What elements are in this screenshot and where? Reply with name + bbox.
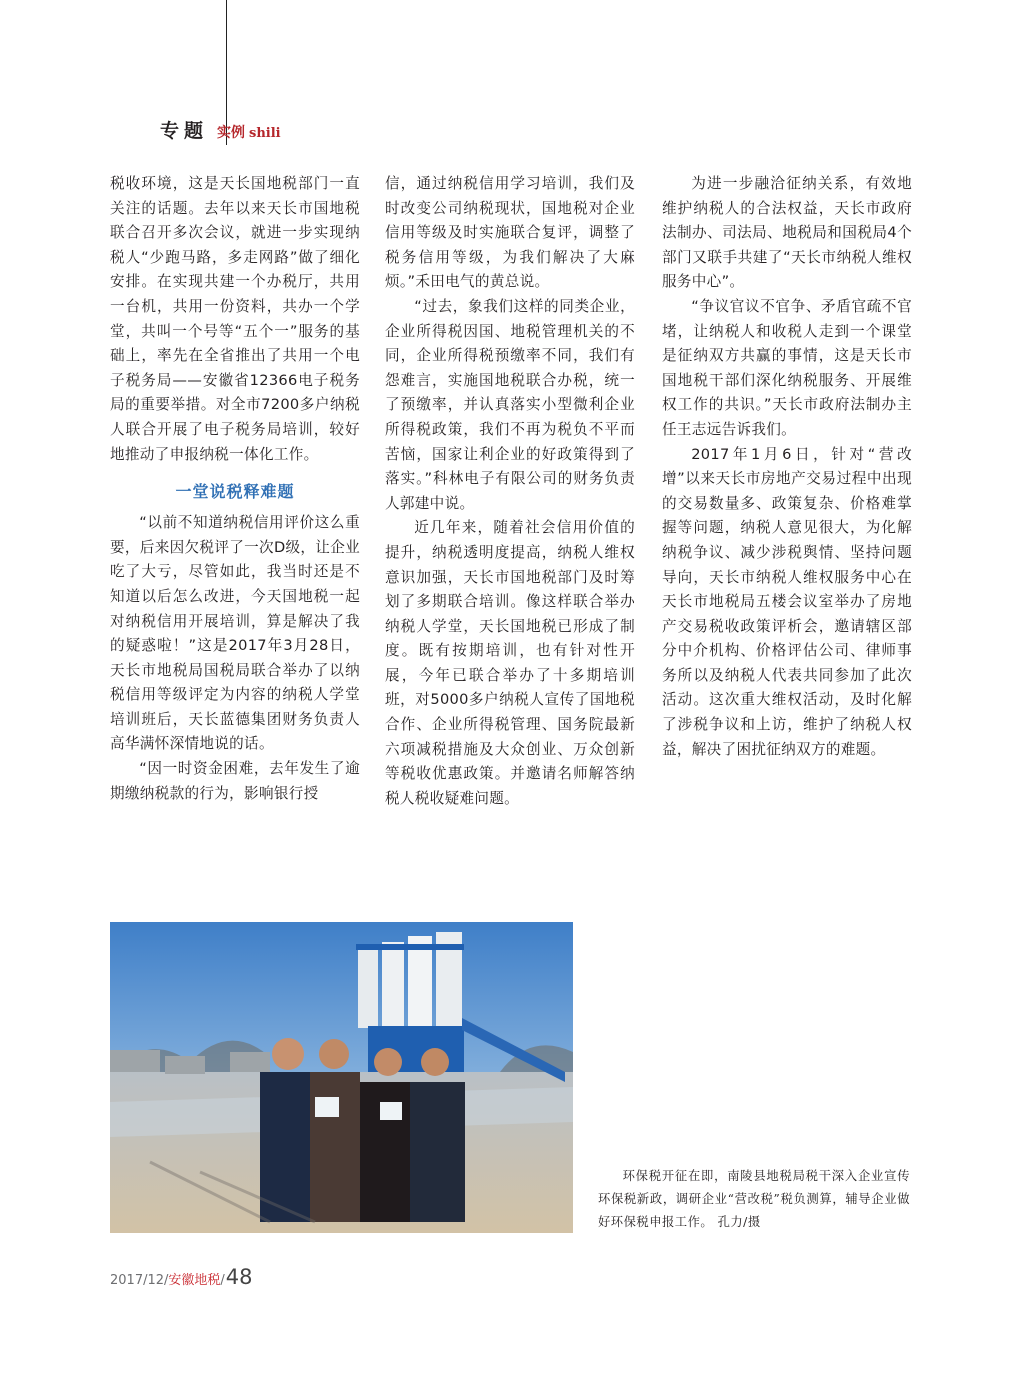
photo-caption: 环保税开征在即，南陵县地税局税干深入企业宣传环保税新政，调研企业“营改税”税负测算，辅导企业做好环保税申报工作。 孔力/摄 <box>598 1169 910 1229</box>
magazine-name: 安徽地税 <box>168 1273 221 1288</box>
page-number: 48 <box>225 1265 253 1289</box>
paragraph: “争议官议不官争、矛盾官疏不官堵，让纳税人和收税人走到一个课堂是征纳双方共赢的事情，这是天长市国地税干部们深化纳税服务、开展维权工作的共识。”天长市政府法制办主任王志远告诉我们。 <box>662 297 912 438</box>
issue-date: 2017/12/ <box>110 1273 169 1288</box>
article-column-3 <box>662 172 912 762</box>
paragraph: “过去，象我们这样的同类企业，企业所得税因国、地税管理机关的不同，企业所得税预缴率不同，我们有怨难言，实施国地税联合办税，统一了预缴率，并认真落实小型微利企业所得税政策，我们不再为税负不平而苦恼，国家让利企业的好政策得到了落实。”科林电子有限公司的财务负责人郭建中说。 <box>385 297 635 512</box>
section-title: 专题 <box>160 120 209 142</box>
page-header <box>160 116 281 143</box>
paragraph: 信，通过纳税信用学习培训，我们及时改变公司纳税现状，国地税对企业信用等级及时实施联合复评，调整了税务信用等级，为我们解决了大麻烦。”禾田电气的黄总说。 <box>385 175 635 291</box>
paragraph: “因一时资金困难，去年发生了逾期缴纳税款的行为，影响银行授 <box>110 760 360 802</box>
article-column-2 <box>385 172 635 811</box>
subsection-title <box>217 122 281 142</box>
subheading: 一堂说税释难题 <box>175 482 295 502</box>
footer-separator: / <box>220 1273 225 1288</box>
paragraph: 2017年1月6日，针对“营改增”以来天长市房地产交易过程中出现的交易数量多、政策复杂、价格难掌握等问题，纳税人意见很大，为化解纳税争议、减少涉税舆情、坚持问题导向，天长市纳税人维权服务中心在天长市地税局五楼会议室举办了房地产交易税收政策评析会，邀请辖区部分中介机构、价格评估公司、律师事务所以及纳税人代表共同参加了此次活动。这次重大维权活动，及时化解了涉税争议和上访，维护了纳税人权益，解决了困扰征纳双方的难题。 <box>662 445 912 758</box>
paragraph: 近几年来，随着社会信用价值的提升，纳税透明度提高，纳税人维权意识加强，天长市国地税部门及时筹划了多期联合培训。像这样联合举办纳税人学堂，天长国地税已形成了制度。既有按期培训，也有针对性开展，今年已联合举办了十多期培训班，对5000多户纳税人宣传了国地税合作、企业所得税管理、国务院最新六项减税措施及大众创业、万众创新等税收优惠政策。并邀请名师解答纳税人税收疑难问题。 <box>385 519 635 807</box>
paragraph: 为进一步融洽征纳关系，有效地维护纳税人的合法权益，天长市政府法制办、司法局、地税局和国税局4个部门又联手共建了“天长市纳税人维权服务中心”。 <box>662 175 912 291</box>
news-photo <box>110 922 573 1233</box>
subsection-label: 实例 <box>217 125 246 141</box>
page-footer <box>110 1265 253 1289</box>
concrete-silos <box>356 932 464 1072</box>
paragraph: 税收环境，这是天长国地税部门一直关注的话题。去年以来天长市国地税联合召开多次会议，就进一步实现纳税人“少跑马路，多走网路”做了细化安排。在实现共建一个办税厅，共用一台机，共用一份资料，共办一个学堂，共叫一个号等“五个一”服务的基础上，率先在全省推出了共用一个电子税务局——安徽省12366电子税务局的重要举措。对全市7200多户纳税人联合开展了电子税务局培训，较好地推动了申报纳税一体化工作。 <box>110 175 360 463</box>
article-column-1 <box>110 172 360 806</box>
paragraph: “以前不知道纳税信用评价这么重要，后来因欠税评了一次D级，让企业吃了大亏，尽管如此，我当时还是不知道以后怎么改进，今天国地税一起对纳税信用开展培训，算是解决了我的疑惑啦！”这是2017年3月28日，天长市地税局国税局联合举办了以纳税信用等级评定为内容的纳税人学堂培训班后，天长蓝德集团财务负责人高华满怀深情地说的话。 <box>110 514 360 753</box>
subsection-latin: shili <box>249 126 281 141</box>
